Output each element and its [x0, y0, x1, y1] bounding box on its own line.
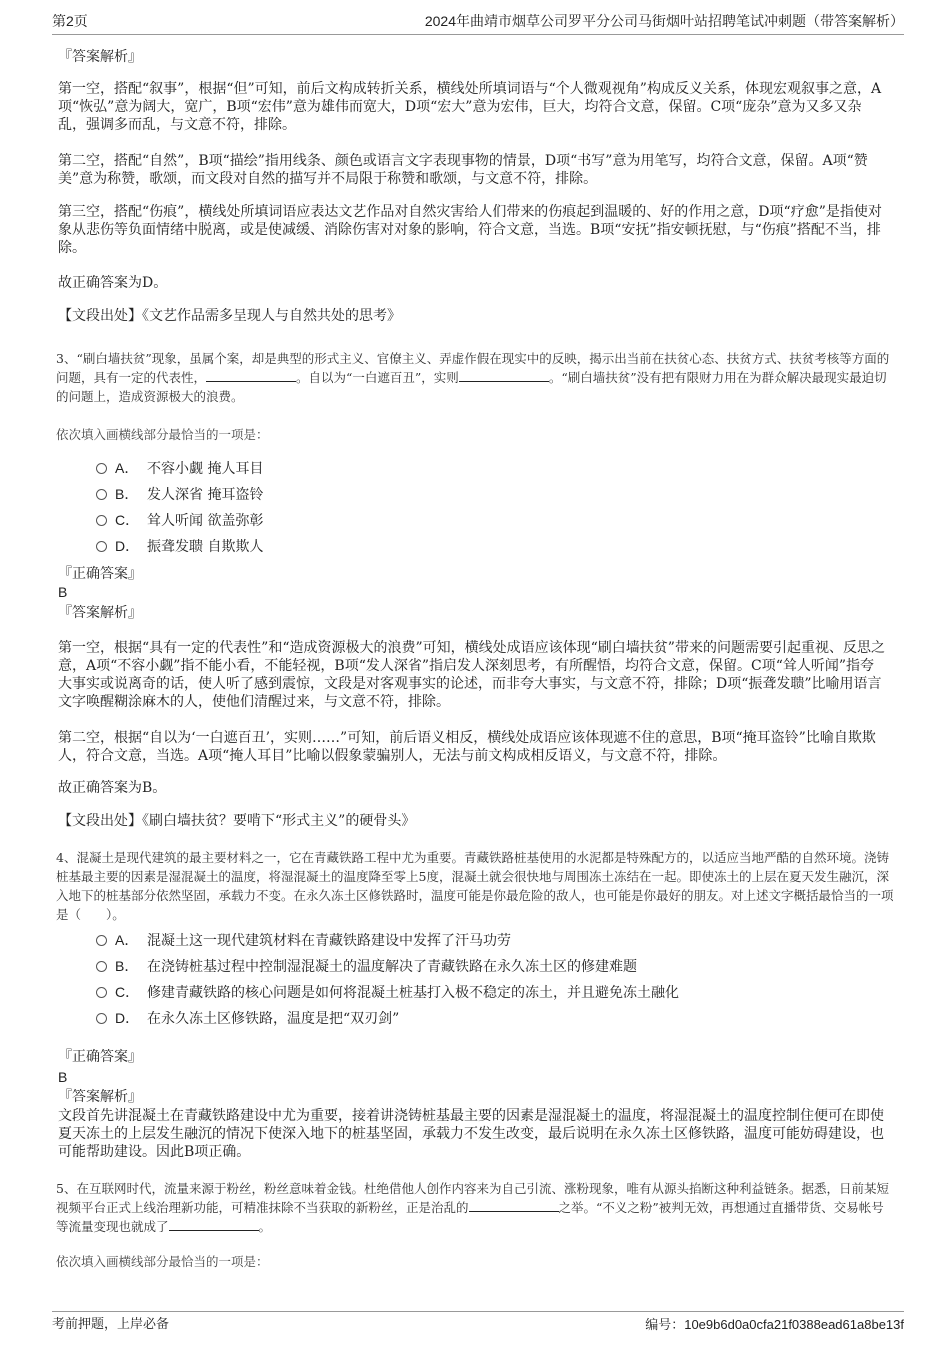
- radio-icon[interactable]: [96, 961, 107, 972]
- footer-slogan: 考前押题，上岸必备: [52, 1317, 170, 1332]
- q3-blank-2: [459, 369, 549, 382]
- q5-blank-2: [169, 1218, 259, 1231]
- q4-correct-answer: B: [58, 1069, 68, 1085]
- q4-option-b[interactable]: B． 在浇铸桩基过程中控制湿混凝土的温度解决了青藏铁路在永久冻土区的修建难题: [96, 956, 637, 977]
- radio-icon[interactable]: [96, 463, 107, 474]
- radio-icon[interactable]: [96, 1013, 107, 1024]
- document-title: 2024年曲靖市烟草公司罗平分公司马街烟叶站招聘笔试冲刺题（带答案解析）: [424, 13, 904, 29]
- q4-option-a[interactable]: A． 混凝土这一现代建筑材料在青藏铁路建设中发挥了汗马功劳: [96, 930, 511, 951]
- q4-option-d[interactable]: D． 在永久冻土区修铁路，温度是把“双刃剑”: [96, 1008, 399, 1029]
- q5-stem: 5、在互联网时代，流量来源于粉丝，粉丝意味着金钱。杜绝借他人创作内容来为自己引流、涨粉现象，唯有从源头掐断这种利益链条。据悉，日前某短视频平台正式上线治理新功能，可精准抹除不当获取的新粉丝，正是治乱的 之举。“不义之粉”被判无效，再想通过直播带货、交易帐号等流量变现也就成了 。: [56, 1181, 889, 1234]
- q2-analysis-paragraph-1: 第一空，搭配“叙事”，根据“但”可知，前后文构成转折关系，横线处所填词语与“个人微观视角”构成反义关系，体现宏观叙事之意，A项“恢弘”意为阔大，宽广，B项“宏伟”意为雄伟而宽大，D项“宏大”意为宏伟，巨大，均符合文意，保留。C项“庞杂”意为又多又杂乱，强调多而乱，与文意不符，排除。: [58, 81, 882, 133]
- radio-icon[interactable]: [96, 541, 107, 552]
- document-serial: 编号：10e9b6d0a0cfa21f0388ead61a8be13f: [645, 1317, 904, 1332]
- q2-analysis-label: 『答案解析』: [58, 49, 142, 65]
- q5-blank-1: [469, 1199, 559, 1212]
- q4-option-c[interactable]: C． 修建青藏铁路的核心问题是如何将混凝土桩基打入极不稳定的冻土，并且避免冻土融化: [96, 982, 679, 1003]
- q3-option-a[interactable]: A． 不容小觑 掩人耳目: [96, 458, 263, 479]
- radio-icon[interactable]: [96, 515, 107, 526]
- radio-icon[interactable]: [96, 935, 107, 946]
- q3-source: 【文段出处】《刷白墙扶贫？要啃下“形式主义”的硬骨头》: [58, 813, 416, 829]
- q3-stem: 3、“刷白墙扶贫”现象，虽属个案，却是典型的形式主义、官僚主义、弄虚作假在现实中的反映，揭示出当前在扶贫心态、扶贫方式、扶贫考核等方面的问题，具有一定的代表性， 。自以为“一白遮百丑”，实则 。“刷白墙扶贫”没有把有限财力用在为群众解决最现实最迫切的问题上，造成资源极大的浪费。: [56, 351, 890, 404]
- q4-analysis-label: 『答案解析』: [58, 1089, 142, 1105]
- q4-analysis: 文段首先讲混凝土在青藏铁路建设中尤为重要，接着讲浇铸桩基最主要的因素是湿混凝土的温度，将湿混凝土的温度控制住便可在即使夏天冻土的上层发生融沉的情况下使深入地下的桩基坚固，承载力不发生改变，最后说明在永久冻土区修铁路，温度可能妨碍建设，也可能帮助建设。因此B项正确。: [58, 1108, 884, 1160]
- page-header: [52, 8, 904, 35]
- q2-conclusion: 故正确答案为D。: [58, 275, 168, 291]
- q3-option-c[interactable]: C． 耸人听闻 欲盖弥彰: [96, 510, 263, 531]
- q3-correct-label: 『正确答案』: [58, 566, 142, 582]
- q2-analysis-paragraph-3: 第三空，搭配“伤痕”，横线处所填词语应表达文艺作品对自然灾害给人们带来的伤痕起到温暖的、好的作用之意，D项“疗愈”是指使对象从悲伤等负面情绪中脱离，或是使减缓、消除伤害对对象的影响，符合文意，当选。B项“安抚”指安顿抚慰，与“伤痕”搭配不当，排除。: [58, 204, 882, 256]
- q3-option-b[interactable]: B． 发人深省 掩耳盗铃: [96, 484, 263, 505]
- radio-icon[interactable]: [96, 987, 107, 998]
- radio-icon[interactable]: [96, 489, 107, 500]
- q3-correct-answer: B: [58, 584, 68, 600]
- q3-analysis-label: 『答案解析』: [58, 605, 142, 621]
- q4-correct-label: 『正确答案』: [58, 1049, 142, 1065]
- q2-analysis-paragraph-2: 第二空，搭配“自然”，B项“描绘”指用线条、颜色或语言文字表现事物的情景，D项“书写”意为用笔写，均符合文意，保留。A项“赞美”意为称赞，歌颂，而文段对自然的描写并不局限于称赞和歌颂，与文意不符，排除。: [58, 153, 868, 187]
- q3-analysis-paragraph-1: 第一空，根据“具有一定的代表性”和“造成资源极大的浪费”可知，横线处成语应该体现“刷白墙扶贫”带来的问题需要引起重视、反思之意，A项“不容小觑”指不能小看，不能轻视，B项“发人深省”指启发人深刻思考，有所醒悟，均符合文意，保留。C项“耸人听闻”指夸大事实或说离奇的话，使人听了感到震惊，文段是对客观事实的论述，而非夸大事实，与文意不符，排除；D项“振聋发聩”比喻用语言文字唤醒糊涂麻木的人，使他们清醒过来，与文意不符，排除。: [58, 640, 885, 710]
- q3-blank-1: [206, 369, 296, 382]
- q3-analysis-paragraph-2: 第二空，根据“自以为‘一白遮百丑’，实则……”可知，前后语义相反，横线处成语应该体现遮不住的意思，B项“掩耳盗铃”比喻自欺欺人，符合文意，当选。A项“掩人耳目”比喻以假象蒙骗别人，无法与前文构成相反语义，与文意不符，排除。: [58, 730, 876, 764]
- q4-stem: 4、混凝土是现代建筑的最主要材料之一，它在青藏铁路工程中尤为重要。青藏铁路桩基使用的水泥都是特殊配方的，以适应当地严酷的自然环境。浇铸桩基最主要的因素是湿混凝土的温度，将湿混凝土的温度降至零上5度，混凝土就会很快地与周围冻土冻结在一起。即使冻土的上层在夏天发生融沉，深入地下的桩基部分依然坚固，承载力不变。在永久冻土区修铁路时，温度可能是你最危险的敌人，也可能是你最好的朋友。对上述文字概括最恰当的一项是（ ）。: [56, 850, 894, 922]
- q5-instruction: 依次填入画横线部分最恰当的一项是：: [56, 1254, 269, 1269]
- page-number: 第2页: [52, 13, 88, 29]
- page-footer: [52, 1311, 904, 1336]
- q3-instruction: 依次填入画横线部分最恰当的一项是：: [56, 427, 269, 442]
- q3-option-d[interactable]: D． 振聋发聩 自欺欺人: [96, 536, 263, 557]
- q3-conclusion: 故正确答案为B。: [58, 780, 167, 796]
- q2-source: 【文段出处】《文艺作品需多呈现人与自然共处的思考》: [58, 308, 401, 324]
